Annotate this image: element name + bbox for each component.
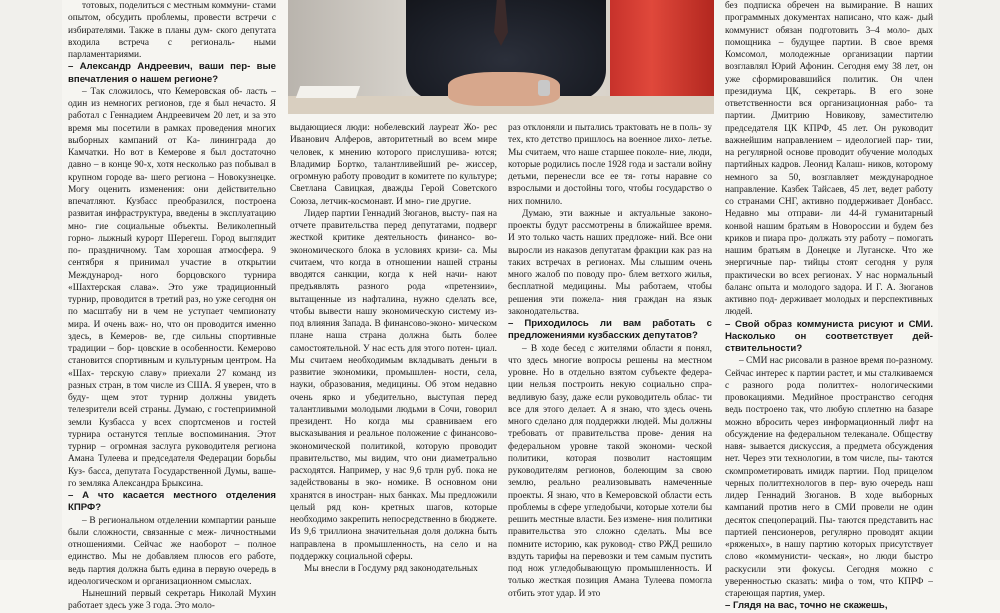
paragraph: Нынешний первый секретарь Николай Мухин работает здесь уже 3 года. Это моло- [68, 589, 276, 612]
paragraph: Думаю, эти важные и актуальные законо- проекты будут рассмотрены в ближайшее время. И это только часть наших предложе- ний. Все они выросли из наказов депутатам фракции как раз на таких встречах в регионах. Мы слышим очень много жалоб по поводу про- блем ветхого жилья, бесплатной медицины. Мы работаем, чтобы решения эти пожела- ния граждан на язык законодательства. [508, 208, 712, 317]
interview-question: – Свой образ коммуниста рисуют и СМИ. Насколько он соответствует дей- ствительности? [725, 318, 933, 355]
paragraph: – В региональном отделении компартии раньше были сложности, связанные с меж- личностными отношениями. Сейчас же наоборот – полное единство. Мы не добавляем плюсов его работе, ведь партия должна быть едина в первую очередь в идеологическом и организационном смыслах. [68, 515, 276, 587]
interview-question: – Александр Андреевич, ваши пер- вые впечатления о нашем регионе? [68, 61, 276, 85]
paragraph: тотовых, поделиться с местным коммуни- стами опытом, обсудить проблемы, провести встречи с избирателями. Также в планы дум- ского депутата входила встреча с региональ- ными парламентариями. [68, 1, 276, 60]
right-page-margin [938, 0, 1000, 560]
interview-question: – Глядя на вас, точно не скажешь, [725, 600, 888, 612]
article-photo [288, 0, 714, 114]
wristwatch-image [538, 80, 550, 96]
paragraph: Лидер партии Геннадий Зюганов, высту- пая на отчете правительства перед депутатами, подверг жесткой критике деятельность финансо- во-экономического блока в условиях кризи- са. Мы считаем, что когда в отношении нашей страны вводятся санкции, когда к ней начи- нают предъявлять разного рода «претензии», вытащенные из нафталина, нужно сделать все, чтобы вывести нашу экономическую систему из-под влияния Запада. В финансово-эконо- мическом плане наша страна должна быть более самостоятельной. У нас есть для этого потен- циал. Мы считаем необходимым вкладывать деньги в развитие экономики, промышлен- ности, села, науки, образования, медицины. Об этом недавно очень ярко и убедительно, выступая перед талантливыми молодыми людьми в Сочи, говорил президент. Но когда мы сравниваем его высказывания и реальное положение с финансово-экономической политикой, которую проводит правительство, мы видим, что они диаметрально расходятся. Например, у нас 9,6 трлн руб. пока не задействованы в эко- номике. В основном они хранятся в иностран- ных банках. Мы предложили целый ряд кон- кретных шагов, которые необходимо закрепить непосредственно в бюджете. Из 9,6 триллиона значительная доля должна быть направлена в промышленность, на село и на поддержку социальной сферы. [290, 208, 497, 562]
paragraph: Мы внесли в Госдуму ряд законодательных [304, 564, 478, 574]
interview-question: – Приходилось ли вам работать с предложениями кузбасских депутатов? [508, 318, 712, 342]
paragraph-continued: раз отклоняли и пытались трактовать не в поль- зу тех, кто детство пришлось на военное лихо- летье. Мы считаем, что наше старшее поколе- ние, люди, которые родились после 1928 года и застали войну детьми, перенесли все ее тя- готы наравне со взрослыми и достойны того, чтобы государство о них помнило. [508, 123, 712, 207]
article-column-1 [68, 0, 276, 612]
article-column-4 [725, 0, 933, 612]
article-column-2 [290, 122, 497, 574]
paragraph-continued: выдающиеся люди: нобелевский лауреат Жо- рес Иванович Алферов, авторитетный во всем мире человек, к мнению которого прислушива- ются; Владимир Бортко, талантливейший ре- жиссер, огромную работу проводит в комитете по культуре; Светлана Савицкая, дважды Герой Советского Союза, летчик-космонавт. И мно- гие другие. [290, 123, 497, 207]
article-column-3 [508, 122, 712, 599]
left-page-margin [0, 0, 62, 560]
paragraph: – СМИ нас рисовали в разное время по-разному. Сейчас интерес к партии растет, и мы сталкиваемся с разного рода политтех- нологическими провокациями. Медийное пространство сегодня ведь построено так, что любую сплетню на базаре можно вбросить через информационный лифт на обсуждение на федеральном телеканале. Обществу навя- зывается дискуссия, а предмета обсуждения нет. Через эти технологии, в том числе, пы- таются скомпрометировать имидж партии. Под прицелом черных политтехнологов в пер- вую очередь наш лидер Геннадий Зюганов. В ходе выборных кампаний против него в СМИ провели не один десяток спецопераций. Пы- таются представить нас партией пенсионеров, регулярно проводят акции «ряженых», в нашу партию которых присутствует слово «коммунисти- ческая», но люди быстро раскусили эти фокусы. Сегодня можно с уверенностью сказать: мифа о том, что КПРФ – стареющая партия, умер. [725, 356, 933, 600]
interview-question: – А что касается местного отделения КПРФ? [68, 490, 276, 514]
paragraph-continued: без подписка обречен на вымирание. В наших программных документах написано, что каж- дый коммунист обязан подготовить 3–4 моло- дых помощника – будущее партии. В свое время Комсомол, молодежные организации партии возглавлял Юрий Афонин. Сегодня ему 38 лет, он уже сформировавшийся политик. Он член президиума ЦК, секретарь. В его зоне ответственности вся организационная рабо- та партии. Дмитрию Новикову, заместителю председателя ЦК КПРФ, 45 лет. Он руководит важнейшим направлением – идеологией пар- тии, на регулярной основе проводит обучение молодых партийных кадров. Леонид Калаш- ников, которому немного за 50, возглавляет международное направление. Казбек Тайсаев, 45 лет, ведет работу со странами СНГ, активно поддерживает Донбасс. Недавно мы отправи- ли 44-й гуманитарный конвой нашим братьям в Новороссии и будем без криков и пиара про- должать эту работу – помогать нашим братьям в Донецке и Луганске. Что же энергичные пар- тийцы стоят сегодня у руля практически во всех регионах. У нас нормальный баланс опыта и молодого задора. И Г. А. Зюганов активно под- держивает молодых и перспективных людей. [725, 1, 933, 318]
paragraph: – Так сложилось, что Кемеровская об- ласть – один из немногих регионов, где я был нечасто. Я работал с Геннадием Андреевичем 20 лет, и за это время мы посетили в рамках проведения многих выборных кампаний от Ка- лининграда до Камчатки. Но вот в Кемерове я был достаточно давно – в конце 90-х, хотя несколько раз побывал в крупном городе ва- шего региона – Новокузнецке. Могу оценить изменения: они действительно впечатляют. Кузбасс преобразился, построена развитая инфраструктура, введены в эксплуатацию мно- гие социальные объекты. Великолепный горно- лыжный курорт Шерегеш. Город выглядит по- праздничному. Там хорошая атмосфера. 9 сентября я принимал участие в открытии Международ- ного борцовского турнира «Шахтерская слава». Это уже традиционный турнир, проводится в третий раз, но уже сегодня он по масштабу ни в чем не уступает чемпионату мира. И очень важ- но, что он проводится именно здесь, в Кемеров- ве, где сильны спортивные традиции – бор- цовские в особенности. Кемерово становится спортивным и культурным центром. На «Шах- терскую славу» приехали 27 команд из разных стран, в том числе из США. Я уверен, что в буду- щем этот турнир должны увидеть телезрители всей страны. Думаю, с гостеприимной земли Кузбасса у всех спортсменов и гостей турнира останутся теплые воспоминания. Этот турнир – огромная заслуга руководителя региона Амана Тулеева и председателя Федерации борьбы Куз- басса, депутата Государственной Думы, ваше- го земляка Александра Брыксина. [68, 86, 276, 489]
paragraph: – В ходе бесед с жителями области я понял, что здесь многие вопросы решены на местном уровне. Но в отдельно взятом субъекте федера- ции нельзя построить некую социально спра- ведливую базу, даже если руководитель облас- ти все для этого делает. А я знаю, что здесь очень много сделано для поддержки людей. Мы должны требовать от правительства прове- дения на федеральном уровне такой экономи- ческой политики, которая позволит настоящим руководителям регионов, болеющим за свою землю, реально реализовывать намеченные проекты. Я знаю, что в Кемеровской области есть проблемы в сфере угледобычи, которые хотели бы решить местные власти. Без измене- ния политики правительства это сложно сделать. Мы все помните историю, как руковод- ство РЖД решило вздуть тарифы на перевозки и тем самым пустить под нож угледобывающую промышленность. И только жесткая позиция Амана Тулеева помогла отбить этот удар. И это [508, 343, 712, 599]
